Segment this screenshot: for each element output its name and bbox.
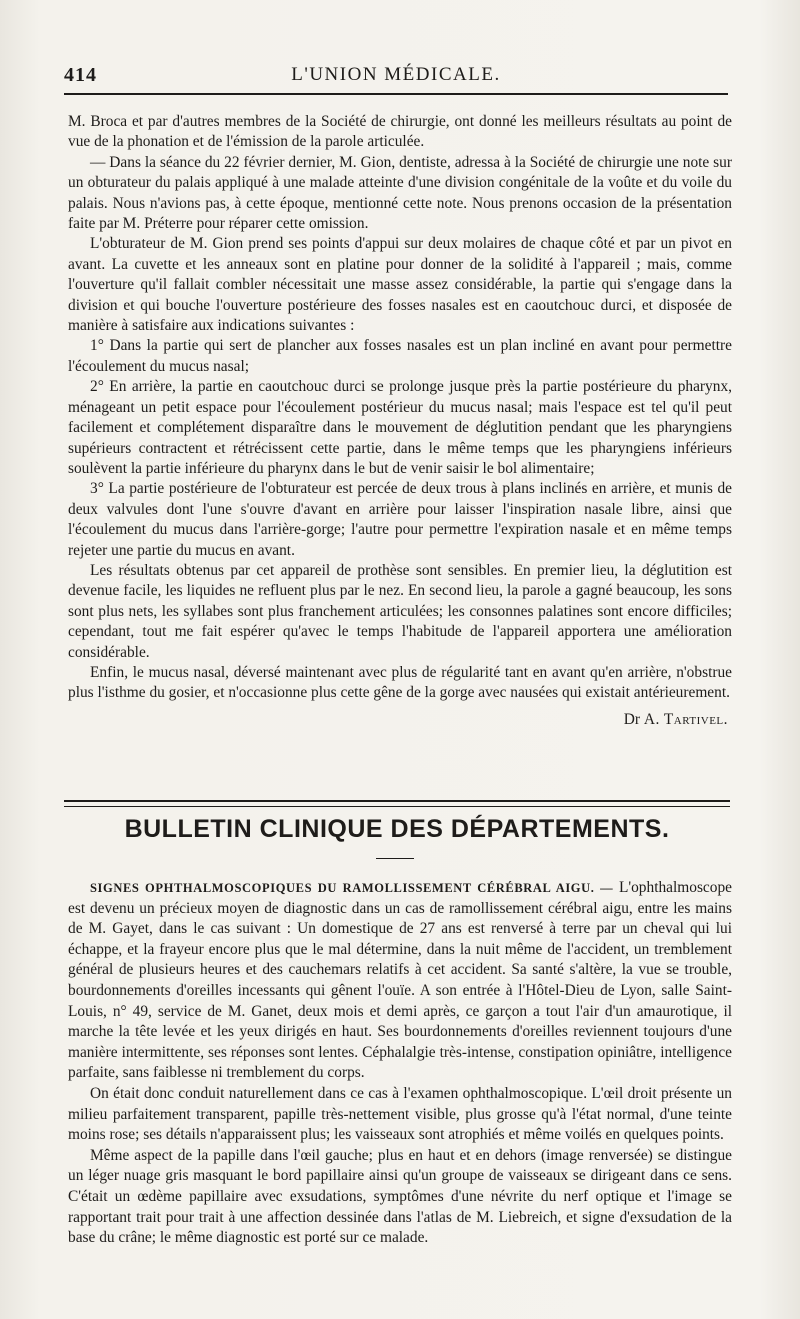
paragraph: — Dans la séance du 22 février dernier, M. Gion, dentiste, adressa à la Société de chirurgie une note sur un obturateur du palais appliqué à une malade atteinte d'une division congénitale de la voûte et du voile du palais. Nous n'avions pas, à cette époque, mentionné cette note. Nous prenons occasion de la présentation faite par M. Préterre pour réparer cette omission. — [68, 153, 732, 233]
section-divider — [64, 800, 730, 807]
paragraph: M. Broca et par d'autres membres de la Société de chirurgie, ont donné les meilleurs résultats au point de vue de la phonation et de l'émission de la parole articulée. — [68, 113, 732, 151]
running-header — [64, 62, 728, 92]
article-ophthalmoscopie — [68, 878, 732, 1249]
list-item: 3° La partie postérieure de l'obturateur est percée de deux trous à plans inclinés en arrière, et munis de deux valvules dont l'une s'ouvre d'avant en arrière pour laisser l'inspiration nasale libre, ainsi que l'écoulement du mucus dans l'arrière-gorge; l'autre pour permettre l'expiration nasale et en même temps rejeter une partie du mucus en avant. — [68, 480, 732, 559]
page-number: 414 — [64, 64, 97, 86]
signature-prefix: Dr — [623, 710, 640, 728]
header-rule — [64, 93, 728, 95]
signature-name: A. Tartivel. — [643, 710, 728, 728]
author-signature — [68, 710, 732, 730]
article-lead-title: SIGNES OPHTHALMOSCOPIQUES DU RAMOLLISSEMENT CÉRÉBRAL AIGU. — — [90, 881, 614, 895]
paragraph — [68, 878, 732, 1084]
paragraph: Les résultats obtenus par cet appareil de prothèse sont sensibles. En premier lieu, la déglutition est devenue facile, les liquides ne refluent plus par le nez. En second lieu, la parole a gagné beaucoup, les sons sont plus nets, les syllabes sont plus franchement articulées; les consonnes palatines sont encore difficiles; cependant, tout me fait espérer qu'avec le temps l'habitude de l'appareil apportera une amélioration considérable. — [68, 561, 732, 661]
list-item: 2° En arrière, la partie en caoutchouc durci se prolonge jusque près la partie postérieure du pharynx, ménageant un petit espace pour l'écoulement postérieur du mucus nasal; mais l'espace est tel qu'il peut facilement et complétement disparaître dans le mouvement de déglutition pendant que les pharyngiens supérieurs contractent et rétrécissent cette partie, dans le même temps que les pharyngiens inférieurs soulèvent la partie inférieure du pharynx dans le but de venir saisir le bol alimentaire; — [68, 378, 732, 477]
article-obturateur — [68, 112, 732, 730]
list-item: 1° Dans la partie qui sert de plancher aux fosses nasales est un plan incliné en avant pour permettre l'écoulement du mucus nasal; — [68, 337, 732, 375]
paragraph: Enfin, le mucus nasal, déversé maintenant avec plus de régularité tant en avant qu'en arrière, n'obstrue plus l'isthme du gosier, et n'occasionne plus cette gêne de la gorge avec nausées qui existait antérieurement. — [68, 663, 732, 702]
running-title: L'UNION MÉDICALE. — [291, 64, 501, 85]
paragraph: Même aspect de la papille dans l'œil gauche; plus en haut et en dehors (image renversée) se distingue un léger nuage gris masquant le bord papillaire ainsi qu'un groupe de vaisseaux se dirigeant dans ce sens. C'était un œdème papillaire avec exsudations, symptômes d'une névrite du nerf optique et l'image se rapportant trait pour trait à une affection dessinée dans l'atlas de M. Liebreich, et signe d'exsudation de la base du crâne; le même diagnostic est porté sur ce malade. — [68, 1146, 732, 1247]
title-underline — [376, 858, 414, 859]
paragraph: L'obturateur de M. Gion prend ses points d'appui sur deux molaires de chaque côté et par un pivot en avant. La cuvette et les anneaux sont en platine pour donner de la solidité à l'appareil ; mais, comme l'ouverture qu'il fallait combler nécessitait une masse assez considérable, la partie qui s'engage dans la division et qui bouche l'ouverture postérieure des fosses nasales est en caoutchouc durci, et disposée de manière à satisfaire aux indications suivantes : — [68, 235, 732, 335]
section-title: BULLETIN CLINIQUE DES DÉPARTEMENTS. — [124, 815, 670, 843]
paragraph-text: L'ophthalmoscope est devenu un précieux moyen de diagnostic dans un cas de ramollissement cérébral aigu, entre les mains de M. Gayet, dans le cas suivant : Un domestique de 27 ans est renversé à terre par un cheval qui lui échappe, et la frayeur encore plus que le mal détermine, dans la nuit même de l'accident, un tremblement général de plusieurs heures et des cauchemars relatifs à cet accident. Sa santé s'altère, la vue se trouble, bourdonnements d'oreilles incessants qui gênent l'ouïe. A son entrée à l'Hôtel-Dieu de Lyon, salle Saint-Louis, n° 49, service de M. Ganet, deux mois et demi après, ce garçon a tout l'air d'un amaurotique, il marche la tête levée et les yeux dirigés en haut. Ses bourdonnements d'oreilles reviennent toujours d'une manière intermittente, ses réponses sont lentes. Céphalalgie très-intense, constipation opiniâtre, intelligence parfaite, sans faiblesse ni tremblement du corps. — [68, 879, 732, 1082]
paragraph: On était donc conduit naturellement dans ce cas à l'examen ophthalmoscopique. L'œil droit présente un milieu parfaitement transparent, papille très-nettement visible, plus grosse qu'à l'état normal, d'une teinte moins rose; ses détails n'apparaissent plus; les vaisseaux sont atrophiés et même voilés en quelques points. — [68, 1084, 732, 1144]
